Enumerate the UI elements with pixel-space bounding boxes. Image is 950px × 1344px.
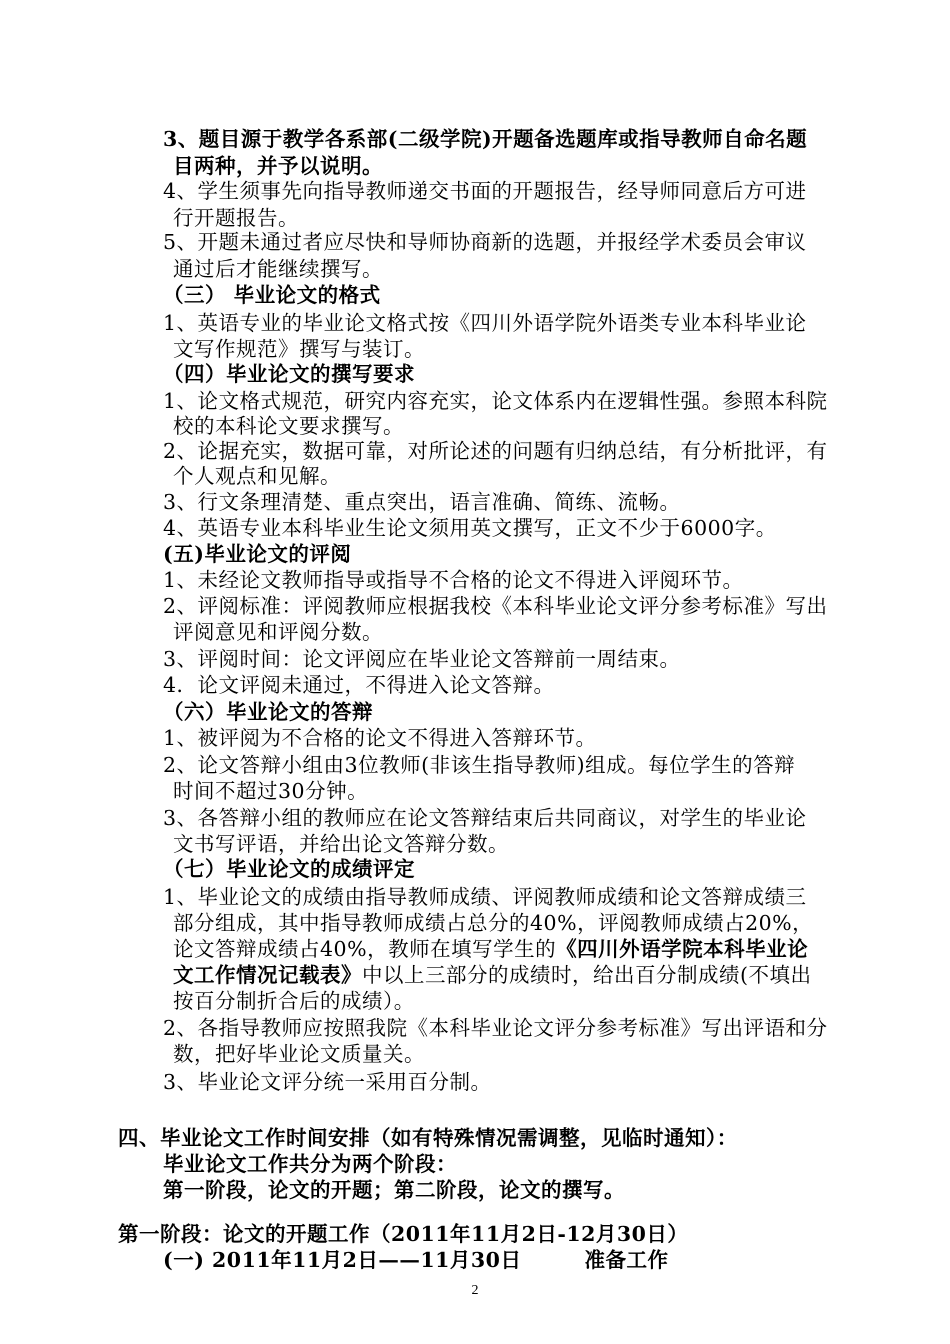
- page-number: 2: [471, 1283, 479, 1298]
- review-2-line2: 评阅意见和评阅分数。: [173, 620, 383, 644]
- grading-1-line5: 按百分制折合后的成绩）。: [173, 989, 415, 1013]
- stages-intro: 毕业论文工作共分为两个阶段：: [163, 1152, 457, 1176]
- grading-1-line1: 1、毕业论文的成绩由指导教师成绩、评阅教师成绩和论文答辩成绩三: [163, 885, 807, 909]
- review-1: 1、未经论文教师指导或指导不合格的论文不得进入评阅环节。: [163, 568, 744, 592]
- record-form-title-part1: 《四川外语学院本科毕业论: [556, 937, 809, 961]
- stages-list: 第一阶段，论文的开题；第二阶段，论文的撰写。: [163, 1178, 625, 1202]
- grading-1-line3: [173, 936, 808, 963]
- grading-1-line3-plain: 论文答辩成绩占40%，教师在填写学生的: [173, 937, 557, 961]
- format-line2: 文写作规范》撰写与装订。: [173, 337, 425, 361]
- para-5-line1: 5、开题未通过者应尽快和导师协商新的选题，并报经学术委员会审议: [163, 230, 807, 254]
- para-5-line2: 通过后才能继续撰写。: [173, 257, 383, 281]
- writing-1-line2: 校的本科论文要求撰写。: [173, 414, 404, 438]
- grading-1-line4: [173, 962, 812, 989]
- stage-one-item-1-date: (一) 2011年11月2日——11月30日: [163, 1248, 522, 1272]
- review-2-line1: 2、评阅标准：评阅教师应根据我校《本科毕业论文评分参考标准》写出: [163, 594, 828, 618]
- para-4-line1: 4、学生须事先向指导教师递交书面的开题报告，经导师同意后方可进: [163, 179, 807, 203]
- section-heading-4: （四）毕业论文的撰写要求: [163, 362, 415, 386]
- stage-one-item-1: [163, 1247, 668, 1274]
- section-heading-four: 四、毕业论文工作时间安排（如有特殊情况需调整，见临时通知）：: [118, 1126, 738, 1150]
- para-3-line1: 3、题目源于教学各系部(二级学院)开题备选题库或指导教师自命名题: [163, 127, 808, 151]
- para-4-line2: 行开题报告。: [173, 206, 299, 230]
- stage-one-heading: 第一阶段：论文的开题工作（2011年11月2日-12月30日）: [118, 1222, 689, 1246]
- defense-1: 1、被评阅为不合格的论文不得进入答辩环节。: [163, 726, 597, 750]
- writing-2-line1: 2、论据充实，数据可靠，对所论述的问题有归纳总结，有分析批评，有: [163, 439, 828, 463]
- grading-2-line1: 2、各指导教师应按照我院《本科毕业论文评分参考标准》写出评语和分: [163, 1016, 828, 1040]
- section-heading-7: （七）毕业论文的成绩评定: [163, 857, 415, 881]
- defense-2-line1: 2、论文答辩小组由3位教师(非该生指导教师)组成。每位学生的答辩: [163, 753, 796, 777]
- section-heading-6: （六）毕业论文的答辩: [163, 700, 373, 724]
- writing-4: 4、英语专业本科毕业生论文须用英文撰写，正文不少于6000字。: [163, 516, 777, 540]
- writing-3: 3、行文条理清楚、重点突出，语言准确、简练、流畅。: [163, 490, 681, 514]
- writing-2-line2: 个人观点和见解。: [173, 464, 341, 488]
- section-heading-5: (五)毕业论文的评阅: [163, 542, 352, 566]
- para-3-line2: 目两种，并予以说明。: [173, 154, 383, 178]
- grading-1-line4-plain: 中以上三部分的成绩时，给出百分制成绩(不填出: [362, 963, 812, 987]
- stage-one-item-1-task: 准备工作: [521, 1248, 669, 1272]
- writing-1-line1: 1、论文格式规范，研究内容充实，论文体系内在逻辑性强。参照本科院: [163, 389, 828, 413]
- format-line1: 1、英语专业的毕业论文格式按《四川外语学院外语类专业本科毕业论: [163, 311, 807, 335]
- review-3: 3、评阅时间：论文评阅应在毕业论文答辩前一周结束。: [163, 647, 681, 671]
- defense-2-line2: 时间不超过30分钟。: [173, 779, 369, 803]
- grading-3: 3、毕业论文评分统一采用百分制。: [163, 1070, 492, 1094]
- grading-2-line2: 数，把好毕业论文质量关。: [173, 1042, 425, 1066]
- grading-1-line2: 部分组成，其中指导教师成绩占总分的40%，评阅教师成绩占20%，: [173, 911, 814, 935]
- record-form-title-part2: 文工作情况记载表》: [173, 963, 362, 987]
- defense-3-line2: 文书写评语，并给出论文答辩分数。: [173, 832, 509, 856]
- section-heading-3: （三） 毕业论文的格式: [163, 283, 381, 307]
- defense-3-line1: 3、各答辩小组的教师应在论文答辩结束后共同商议，对学生的毕业论: [163, 806, 807, 830]
- review-4: 4．论文评阅未通过，不得进入论文答辩。: [163, 673, 555, 697]
